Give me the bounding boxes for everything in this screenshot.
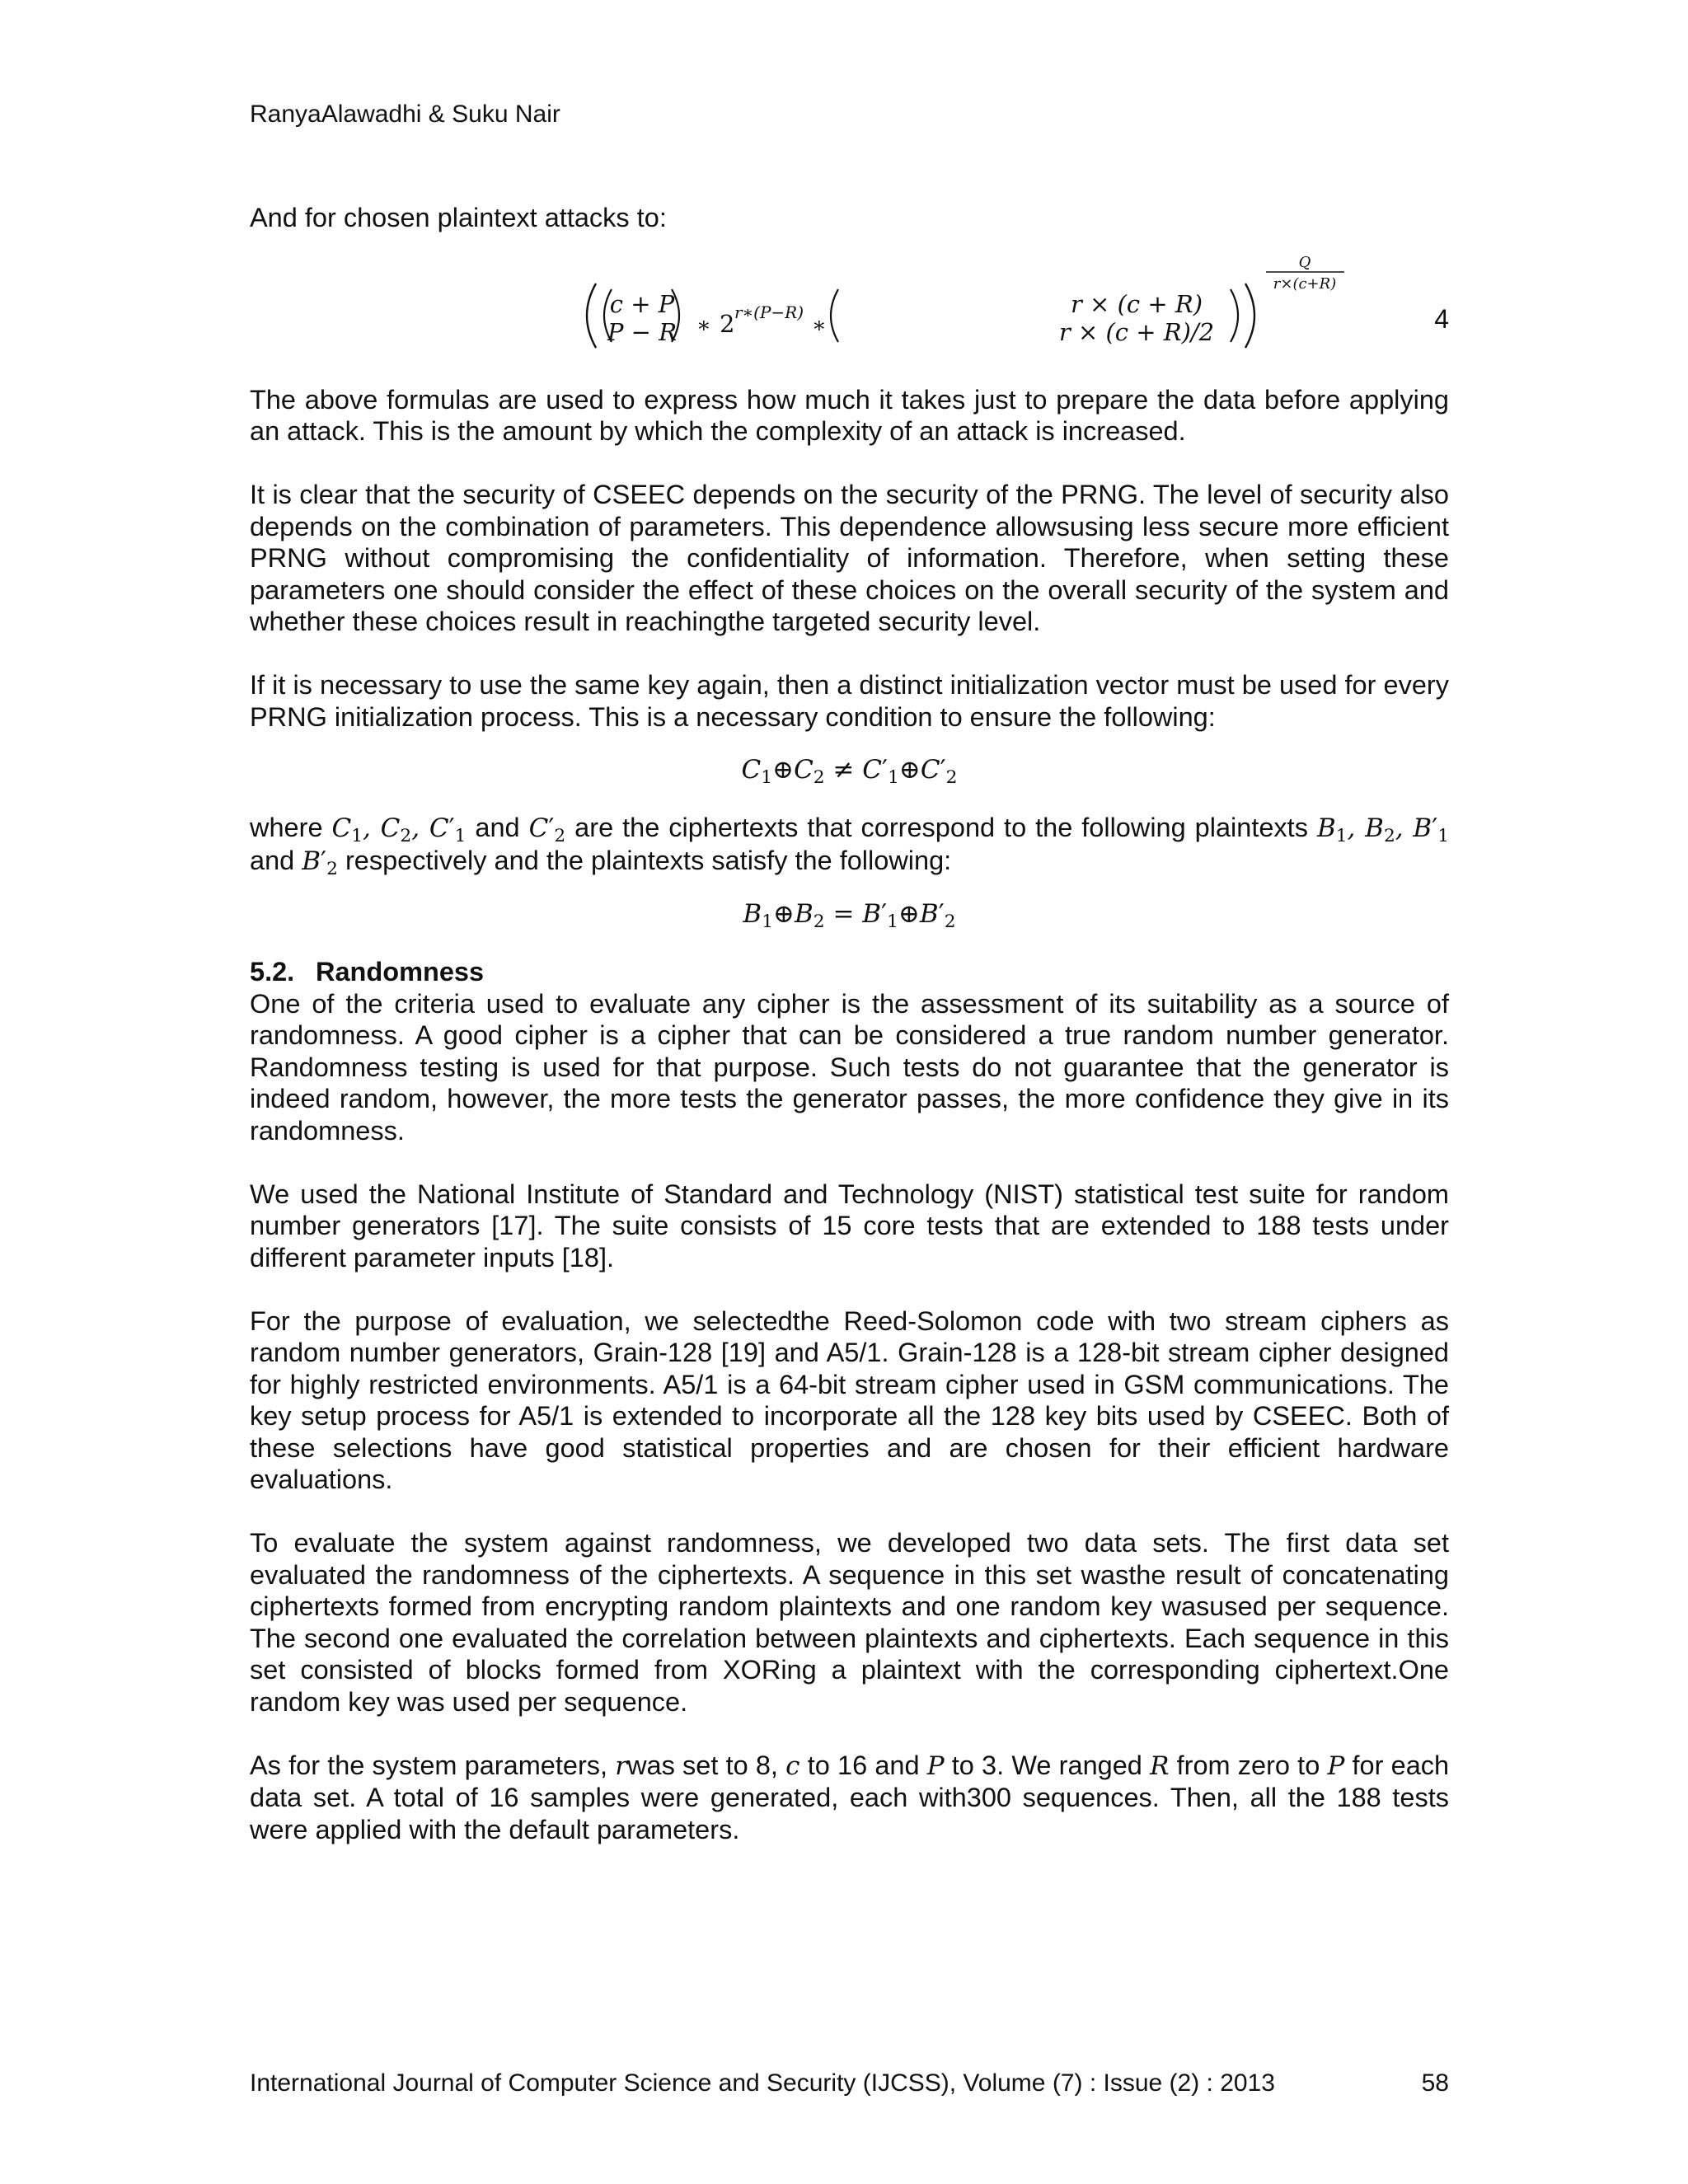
outer-right-paren bbox=[1245, 284, 1254, 348]
power-exponent: r∗(P−R) bbox=[734, 302, 804, 322]
binom1-bottom: P − R bbox=[607, 317, 678, 346]
intro-text: And for chosen plaintext attacks to: bbox=[250, 203, 667, 232]
paragraph-formulas-explanation: The above formulas are used to express how much it takes just to prepare the data before applying an attack. This is the amount by which the complexity of an attack is increased. bbox=[250, 384, 1449, 446]
paragraph-randomness-criteria: One of the criteria used to evaluate any cipher is the assessment of its suitability as a source of randomness. A good cipher is a cipher that can be considered a true random number generator. Randomness testing is used for that purpose. Such tests do not guarantee that the generator is indeed random, however, the more tests the generator passes, the more confidence they give in its randomness. bbox=[250, 988, 1449, 1146]
equation-ciphertext-xor: $C_1\oplus C_2$ ≠ $C'_1\oplus C'_2$ bbox=[741, 755, 958, 789]
paragraph-nist-suite: We used the National Institute of Standard and Technology (NIST) statistical test suite for random number generators [17]. The suite consists of 15 core tests that are extended to 188 tests under different parameter inputs [18]. bbox=[250, 1179, 1449, 1272]
exponent-numerator: Q bbox=[1298, 253, 1311, 271]
paragraph-system-parameters: As for the system parameters, rwas set to 8, c to 16 and P to 3. We ranged R from zero to P for each data set. A total of 16 samples were generated, each with300 sequences. Then, all the 188 tests were applied with the default parameters. bbox=[250, 1750, 1450, 1844]
star-operator-2: ∗ bbox=[812, 312, 827, 338]
paragraph-evaluation-ciphers: For the purpose of evaluation, we selectedthe Reed-Solomon code with two stream ciphers as random number generators, Grain-128 [19] and A5/1. Grain-128 is a 128-bit stream cipher designed for highly restricted environments. A5/1 is a 64-bit stream cipher used in GSM communications. The key setup process for A5/1 is extended to incorporate all the 128 key bits used by CSEEC. Both of these selections have good statistical properties and are chosen for their efficient hardware evaluations. bbox=[250, 1305, 1449, 1494]
paragraph-security-prng: It is clear that the security of CSEEC depends on the security of the PRNG. The level of security also depends on the combination of parameters. This dependence allowsusing less secure more efficient PRNG without compromising the confidentiality of information. Therefore, when setting these parameters one should consider the effect of these choices on the overall security of the system and whether these choices result in reachingthe targeted security level. bbox=[250, 480, 1449, 636]
paragraph-where-ciphertexts: where $C_1$, $C_2$, $C'_1$ and $C'_2$ are the ciphertexts that correspond to the following plaintexts $B_1$, $B_2$, $B'_1$ and $B'_2$ respectively and the plaintexts satisfy the following: bbox=[250, 813, 1450, 879]
running-header: RanyaAlawadhi & Suku Nair bbox=[250, 101, 560, 128]
equation-4 bbox=[250, 252, 1449, 371]
binom2-left-paren bbox=[831, 289, 838, 342]
paragraph-initialization-vector: If it is necessary to use the same key again, then a distinct initialization vector must be used for every PRNG initialization process. This is a necessary condition to ensure the following: bbox=[250, 670, 1449, 732]
power-base: 2 bbox=[720, 309, 735, 338]
outer-left-paren bbox=[587, 284, 596, 348]
equation-number: 4 bbox=[1434, 303, 1449, 334]
equation-plaintext-xor: $B_1\oplus B_2$ = $B'_1\oplus B'_2$ bbox=[743, 899, 956, 933]
equation-4-formula bbox=[250, 252, 1449, 371]
section-title: Randomness bbox=[316, 957, 485, 987]
star-operator-1: ∗ bbox=[696, 312, 711, 338]
exponent-denominator: r×(c+R) bbox=[1273, 274, 1337, 293]
section-heading bbox=[250, 956, 1449, 988]
binom1-top: c + P bbox=[609, 289, 675, 318]
section-number: 5.2. bbox=[250, 957, 295, 987]
binom2-top: r × (c + R) bbox=[1070, 289, 1203, 318]
journal-citation: International Journal of Computer Science and Security (IJCSS), Volume (7) : Issue (2) : 2013 bbox=[250, 2069, 1275, 2097]
page-content bbox=[250, 202, 1449, 1845]
binom2-right-paren bbox=[1231, 289, 1238, 342]
paragraph-data-sets: To evaluate the system against randomness, we developed two data sets. The first data set evaluated the randomness of the ciphertexts. A sequence in this set wasthe result of concatenating ciphertexts formed from encrypting random plaintexts and one random key wasused per sequence. The second one evaluated the correlation between plaintexts and ciphertexts. Each sequence in this set consisted of blocks formed from XORing a plaintext with the corresponding ciphertext.One random key was used per sequence. bbox=[250, 1528, 1449, 1717]
page-number: 58 bbox=[1421, 2069, 1449, 2097]
binom2-bottom: r × (c + R)/2 bbox=[1058, 317, 1215, 346]
